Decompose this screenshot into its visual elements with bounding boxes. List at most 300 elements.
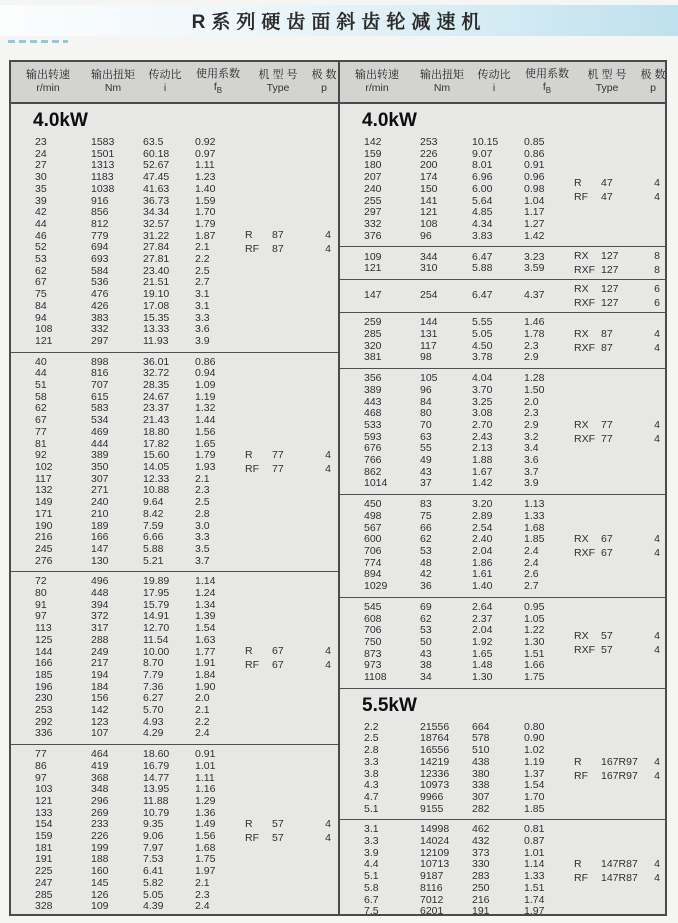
table-header-right	[338, 62, 665, 102]
output-speed-cell: 5.1	[364, 870, 379, 883]
service-factor-cell: 0.92	[195, 136, 216, 148]
header-unit-sub: B	[545, 86, 552, 96]
table-row	[364, 467, 665, 479]
output-torque-cell: 226	[91, 830, 109, 843]
header-unit-main: f	[542, 81, 546, 94]
output-torque-cell: 188	[91, 853, 109, 866]
service-factor-cell: 3.3	[195, 531, 210, 544]
ratio-cell: 32.72	[143, 367, 170, 380]
output-torque-cell: 9187	[420, 870, 444, 883]
poles-value: 4	[325, 659, 331, 672]
service-factor-cell: 3.2	[524, 430, 539, 443]
ratio-cell: 5.82	[143, 876, 164, 889]
service-factor-cell: 1.91	[195, 657, 216, 670]
table-row	[35, 796, 338, 808]
type-prefix: RX	[574, 283, 589, 296]
type-model: 147R87	[601, 872, 638, 885]
poles-value: 8	[654, 250, 660, 263]
ratio-cell: 7.97	[143, 841, 164, 854]
ratio-cell: 14.05	[143, 460, 170, 473]
ratio-cell: 6.66	[143, 531, 164, 544]
service-factor-cell: 1.77	[195, 645, 216, 658]
type-model: 67	[272, 659, 284, 672]
table-left-half	[11, 104, 338, 914]
service-factor-cell: 0.87	[524, 835, 545, 848]
output-torque-cell: 105	[420, 372, 438, 385]
output-torque-cell: 812	[91, 217, 109, 230]
service-factor-cell: 1.59	[195, 194, 216, 207]
ratio-cell: 10.00	[143, 645, 170, 658]
output-torque-cell: 534	[91, 414, 109, 427]
output-speed-cell: 42	[35, 206, 47, 219]
type-prefix: RF	[574, 872, 588, 885]
service-factor-cell: 1.05	[524, 612, 545, 625]
table-row	[35, 682, 338, 694]
output-torque-cell: 107	[91, 727, 109, 740]
output-torque-cell: 14998	[420, 823, 450, 836]
output-torque-cell: 1313	[91, 159, 115, 172]
table-row	[35, 415, 338, 427]
output-speed-cell: 230	[35, 692, 53, 705]
output-speed-cell: 92	[35, 449, 47, 462]
table-row	[35, 600, 338, 612]
output-torque-cell: 42	[420, 568, 432, 581]
service-factor-cell: 1.19	[195, 390, 216, 403]
output-torque-cell: 583	[91, 402, 109, 415]
table-row	[364, 672, 665, 684]
output-torque-cell: 584	[91, 264, 109, 277]
output-speed-cell: 67	[35, 414, 47, 427]
ratio-cell: 14.77	[143, 771, 170, 784]
service-factor-cell: 1.75	[524, 671, 545, 684]
table-row	[35, 184, 338, 196]
service-factor-cell: 2.3	[524, 407, 539, 420]
ratio-cell: 510	[472, 744, 490, 757]
service-factor-cell: 2.3	[195, 888, 210, 901]
service-factor-cell: 2.3	[195, 484, 210, 497]
output-speed-cell: 3.8	[364, 767, 379, 780]
type-line	[574, 264, 665, 276]
table-row	[35, 843, 338, 855]
output-speed-cell: 132	[35, 484, 53, 497]
output-torque-cell: 48	[420, 556, 432, 569]
ratio-cell: 2.40	[472, 533, 493, 546]
table-row	[364, 558, 665, 570]
output-torque-cell: 80	[420, 407, 432, 420]
service-factor-cell: 1.68	[524, 521, 545, 534]
ratio-cell: 17.95	[143, 587, 170, 600]
output-speed-cell: 159	[364, 147, 382, 160]
table-row	[364, 511, 665, 523]
ratio-cell: 578	[472, 732, 490, 745]
table-row	[364, 602, 665, 614]
poles-value: 4	[325, 462, 331, 475]
ratio-cell: 5.88	[472, 262, 493, 275]
output-speed-cell: 30	[35, 171, 47, 184]
table-row	[364, 895, 665, 907]
type-model: 127	[601, 264, 619, 277]
output-torque-cell: 63	[420, 430, 432, 443]
ratio-cell: 17.82	[143, 437, 170, 450]
ratio-cell: 6.96	[472, 171, 493, 184]
table-row	[35, 784, 338, 796]
output-torque-cell: 14024	[420, 835, 450, 848]
output-speed-cell: 894	[364, 568, 382, 581]
service-factor-cell: 1.09	[195, 379, 216, 392]
header-unit: Type	[595, 82, 619, 95]
table-row	[364, 824, 665, 836]
ratio-cell: 4.93	[143, 715, 164, 728]
table-row	[35, 901, 338, 913]
output-speed-cell: 2.5	[364, 732, 379, 745]
service-factor-cell: 1.01	[195, 759, 216, 772]
service-factor-cell: 0.90	[524, 732, 545, 745]
ratio-cell: 5.64	[472, 194, 493, 207]
service-factor-cell: 1.65	[195, 437, 216, 450]
output-speed-cell: 706	[364, 624, 382, 637]
ratio-cell: 3.25	[472, 395, 493, 408]
output-torque-cell: 271	[91, 484, 109, 497]
type-prefix: R	[245, 448, 253, 461]
service-factor-cell: 1.75	[195, 853, 216, 866]
table-row	[364, 397, 665, 409]
output-speed-cell: 97	[35, 610, 47, 623]
type-line	[574, 419, 665, 431]
service-factor-cell: 0.86	[524, 147, 545, 160]
output-speed-cell: 593	[364, 430, 382, 443]
output-speed-cell: 23	[35, 136, 47, 148]
type-line	[245, 659, 339, 671]
type-model: 77	[272, 462, 284, 475]
service-factor-cell: 1.23	[195, 171, 216, 184]
output-speed-cell: 35	[35, 182, 47, 195]
output-torque-cell: 444	[91, 437, 109, 450]
type-line	[245, 818, 339, 830]
service-factor-cell: 1.79	[195, 449, 216, 462]
type-prefix: RXF	[574, 341, 595, 354]
output-torque-cell: 109	[91, 900, 109, 913]
output-torque-cell: 12109	[420, 846, 450, 859]
ratio-cell: 3.78	[472, 351, 493, 364]
type-prefix: R	[245, 229, 253, 242]
output-speed-cell: 320	[364, 339, 382, 352]
table-row	[364, 137, 665, 149]
output-speed-cell: 207	[364, 171, 382, 184]
poles-value: 4	[325, 243, 331, 256]
output-speed-cell: 545	[364, 600, 382, 613]
output-torque-cell: 419	[91, 759, 109, 772]
ratio-cell: 6.47	[472, 289, 493, 302]
service-factor-cell: 1.56	[195, 830, 216, 843]
service-factor-cell: 1.68	[195, 841, 216, 854]
service-factor-cell: 1.11	[195, 159, 215, 172]
header-label: 输出转速	[355, 68, 399, 81]
output-torque-cell: 269	[91, 806, 109, 819]
output-torque-cell: 1583	[91, 136, 115, 148]
output-speed-cell: 240	[364, 182, 382, 195]
table-row	[35, 324, 338, 336]
poles-value: 4	[654, 858, 660, 871]
output-speed-cell: 108	[35, 323, 53, 336]
output-torque-cell: 8116	[420, 881, 443, 894]
poles-value: 4	[654, 546, 660, 559]
output-torque-cell: 779	[91, 229, 109, 242]
output-speed-cell: 196	[35, 680, 53, 693]
service-factor-cell: 1.51	[524, 881, 545, 894]
output-speed-cell: 5.8	[364, 881, 379, 894]
poles-value: 4	[325, 832, 331, 845]
service-factor-cell: 1.28	[524, 372, 545, 385]
type-line	[574, 872, 665, 884]
power-section-label: 5.5kW	[340, 688, 665, 718]
poles-value: 4	[654, 643, 660, 656]
output-speed-cell: 3.1	[364, 823, 379, 836]
type-prefix: R	[574, 858, 582, 871]
service-factor-cell: 1.97	[524, 905, 545, 914]
output-torque-cell: 1183	[91, 171, 114, 184]
service-factor-cell: 1.85	[524, 802, 545, 815]
ratio-cell: 3.83	[472, 229, 493, 242]
output-speed-cell: 297	[364, 206, 382, 219]
header-col-6	[638, 69, 668, 96]
output-torque-cell: 469	[91, 425, 109, 438]
poles-value: 4	[654, 418, 660, 431]
output-speed-cell: 166	[35, 657, 53, 670]
service-factor-cell: 1.37	[524, 767, 545, 780]
type-poles-cell	[245, 229, 339, 255]
type-prefix: R	[245, 818, 253, 831]
service-factor-cell: 1.54	[195, 622, 216, 635]
output-torque-cell: 297	[91, 334, 109, 347]
output-torque-cell: 184	[91, 680, 109, 693]
output-speed-cell: 80	[35, 587, 47, 600]
ratio-cell: 4.34	[472, 217, 493, 230]
service-factor-cell: 1.85	[524, 533, 545, 546]
type-poles-cell	[574, 328, 665, 354]
output-speed-cell: 91	[35, 598, 47, 611]
output-torque-cell: 49	[420, 454, 432, 467]
output-speed-cell: 533	[364, 418, 382, 431]
table-row	[364, 455, 665, 467]
table-row	[35, 623, 338, 635]
ratio-cell: 36.01	[143, 355, 170, 368]
output-torque-cell: 1038	[91, 182, 115, 195]
output-speed-cell: 154	[35, 818, 53, 831]
output-torque-cell: 254	[420, 289, 438, 302]
service-factor-cell: 0.81	[524, 823, 545, 836]
ratio-cell: 4.85	[472, 206, 493, 219]
ratio-cell: 36.73	[143, 194, 170, 207]
type-poles-cell	[245, 645, 339, 671]
service-factor-cell: 1.54	[524, 779, 545, 792]
header-unit-sub: B	[216, 86, 223, 96]
output-torque-cell: 448	[91, 587, 109, 600]
output-torque-cell: 10973	[420, 779, 450, 792]
data-block	[340, 718, 665, 820]
ratio-cell: 13.95	[143, 783, 170, 796]
output-torque-cell: 389	[91, 449, 109, 462]
table-row	[35, 336, 338, 348]
output-torque-cell: 84	[420, 395, 432, 408]
table-row	[364, 499, 665, 511]
ratio-cell: 9.07	[472, 147, 493, 160]
header-col-4	[518, 68, 576, 97]
output-speed-cell: 328	[35, 900, 53, 913]
output-torque-cell: 916	[91, 194, 109, 207]
ratio-cell: 664	[472, 720, 490, 733]
output-torque-cell: 43	[420, 465, 432, 478]
type-model: 77	[601, 418, 613, 431]
output-speed-cell: 53	[35, 253, 47, 266]
header-col-1	[11, 69, 85, 96]
data-block	[11, 352, 338, 572]
output-torque-cell: 348	[91, 783, 109, 796]
output-torque-cell: 96	[420, 229, 432, 242]
header-unit	[189, 81, 247, 96]
output-speed-cell: 39	[35, 194, 47, 207]
output-torque-cell: 18764	[420, 732, 450, 745]
output-speed-cell: 133	[35, 806, 53, 819]
service-factor-cell: 2.3	[524, 339, 539, 352]
type-line	[574, 191, 665, 203]
header-unit	[518, 81, 576, 96]
type-line	[245, 832, 339, 844]
header-col-3	[141, 69, 189, 96]
table-row	[35, 761, 338, 773]
output-torque-cell: 307	[91, 472, 109, 485]
output-torque-cell: 75	[420, 509, 432, 522]
service-factor-cell: 2.0	[195, 692, 210, 705]
service-factor-cell: 1.13	[524, 498, 545, 511]
ratio-cell: 5.70	[143, 704, 164, 717]
type-model: 57	[272, 832, 284, 845]
output-torque-cell: 36	[420, 580, 432, 593]
type-poles-cell	[574, 177, 665, 203]
table-row	[364, 614, 665, 626]
output-torque-cell: 62	[420, 533, 432, 546]
ratio-cell: 1.67	[472, 465, 493, 478]
output-speed-cell: 81	[35, 437, 47, 450]
service-factor-cell: 2.5	[195, 264, 210, 277]
ratio-cell: 1.86	[472, 556, 493, 569]
output-speed-cell: 75	[35, 288, 47, 301]
ratio-cell: 6.27	[143, 692, 164, 705]
output-speed-cell: 159	[35, 830, 53, 843]
ratio-cell: 1.88	[472, 454, 493, 467]
output-speed-cell: 2.8	[364, 744, 379, 757]
data-block	[11, 744, 338, 914]
header-unit: p	[321, 82, 327, 95]
type-line	[574, 177, 665, 189]
type-model: 77	[272, 448, 284, 461]
service-factor-cell: 1.46	[524, 316, 545, 329]
service-factor-cell: 1.24	[195, 587, 216, 600]
ratio-cell: 63.5	[143, 136, 164, 148]
data-block	[340, 133, 665, 246]
service-factor-cell: 3.1	[195, 299, 210, 312]
page-title: R系列硬齿面斜齿轮减速机	[191, 12, 487, 33]
header-col-4	[189, 68, 247, 97]
type-prefix: RXF	[574, 546, 595, 559]
table-row	[35, 717, 338, 729]
service-factor-cell: 0.95	[524, 600, 545, 613]
type-prefix: RF	[245, 659, 259, 672]
table-body	[11, 104, 665, 914]
type-model: 67	[601, 532, 613, 545]
output-torque-cell: 147	[91, 542, 109, 555]
table-row	[364, 780, 665, 792]
service-factor-cell: 1.11	[195, 771, 215, 784]
table-row	[35, 380, 338, 392]
ratio-cell: 31.22	[143, 229, 170, 242]
type-poles-cell	[574, 756, 665, 782]
output-torque-cell: 350	[91, 460, 109, 473]
ratio-cell: 52.67	[143, 159, 170, 172]
ratio-cell: 9.64	[143, 496, 164, 509]
table-row	[364, 733, 665, 745]
output-torque-cell: 394	[91, 598, 109, 611]
service-factor-cell: 1.74	[524, 893, 545, 906]
output-torque-cell: 166	[91, 531, 109, 544]
output-speed-cell: 389	[364, 383, 382, 396]
output-speed-cell: 142	[364, 136, 382, 148]
type-line	[245, 463, 339, 475]
poles-value: 4	[654, 432, 660, 445]
table-row	[35, 368, 338, 380]
table-row	[35, 137, 338, 149]
table-row	[35, 172, 338, 184]
service-factor-cell: 3.6	[524, 454, 539, 467]
header-label: 传动比	[477, 68, 511, 81]
output-torque-cell: 233	[91, 818, 109, 831]
output-speed-cell: 608	[364, 612, 382, 625]
ratio-cell: 4.50	[472, 339, 493, 352]
ratio-cell: 5.21	[143, 554, 164, 567]
ratio-cell: 282	[472, 802, 490, 815]
service-factor-cell: 2.4	[195, 900, 210, 913]
data-block	[340, 279, 665, 312]
output-speed-cell: 102	[35, 460, 53, 473]
ratio-cell: 12.33	[143, 472, 170, 485]
service-factor-cell: 2.7	[195, 276, 210, 289]
output-speed-cell: 40	[35, 355, 47, 368]
output-torque-cell: 707	[91, 379, 109, 392]
table-row	[364, 569, 665, 581]
poles-value: 6	[654, 283, 660, 296]
poles-value: 4	[654, 532, 660, 545]
output-torque-cell: 536	[91, 276, 109, 289]
type-model: 87	[272, 243, 284, 256]
service-factor-cell: 3.6	[195, 323, 210, 336]
ratio-cell: 19.89	[143, 575, 170, 588]
table-row	[35, 890, 338, 902]
table-row	[35, 611, 338, 623]
service-factor-cell: 3.4	[524, 442, 539, 455]
output-speed-cell: 121	[364, 262, 382, 275]
ratio-cell: 27.84	[143, 241, 170, 254]
header-label: 机 型 号	[587, 68, 627, 81]
output-speed-cell: 4.7	[364, 790, 379, 803]
type-line	[574, 756, 665, 768]
type-model: 77	[601, 432, 613, 445]
output-speed-cell: 44	[35, 217, 47, 230]
output-speed-cell: 259	[364, 316, 382, 329]
output-speed-cell: 7.5	[364, 905, 379, 914]
output-torque-cell: 253	[420, 136, 438, 148]
service-factor-cell: 3.7	[524, 465, 539, 478]
table-row	[364, 906, 665, 914]
table-row	[364, 660, 665, 672]
